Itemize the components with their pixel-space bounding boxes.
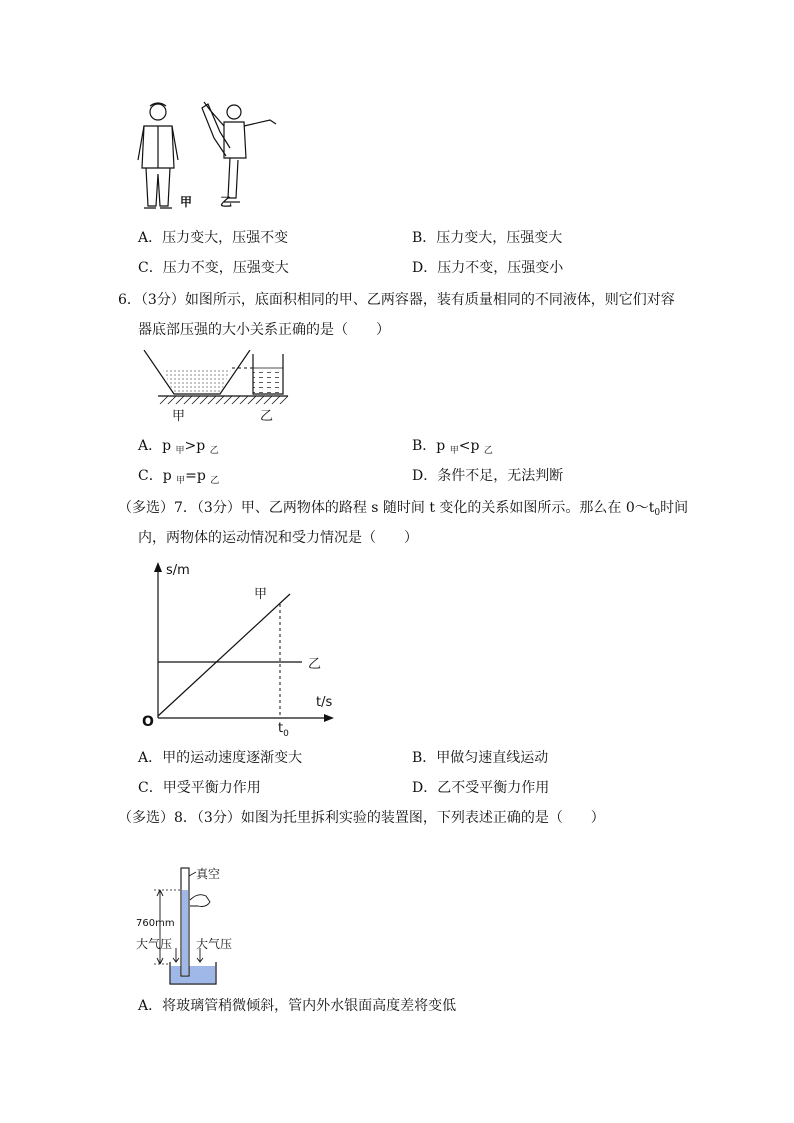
line-yi-label: 乙	[308, 657, 322, 672]
person-kicking-figure	[202, 102, 276, 202]
q5-option-c: C．压力不变，压强变大	[138, 260, 289, 276]
q6-containers-figure	[138, 350, 298, 426]
q7-option-b: B．甲做匀速直线运动	[412, 750, 549, 766]
tube-mercury	[182, 890, 188, 975]
atm-right-label: 大气压	[196, 937, 233, 951]
q7-option-d: D．乙不受平衡力作用	[412, 780, 550, 796]
person-standing-figure	[138, 103, 178, 208]
q5-option-d: D．压力不变，压强变小	[412, 260, 564, 276]
q5-option-a: A．压力变大，压强不变	[138, 230, 289, 246]
origin-label: O	[142, 714, 154, 730]
q6-option-b: B．p $_甲$<p $_乙$	[412, 438, 493, 456]
q6-label-jia: 甲	[172, 409, 186, 424]
x-axis-arrow-icon	[324, 714, 334, 722]
q7-graph	[136, 558, 346, 740]
q8-option-a: A．将玻璃管稍微倾斜，管内外水银面高度差将变低	[138, 998, 457, 1014]
q8-torricelli-figure	[136, 862, 256, 990]
q7-stem-line1: （多选）7．（3分）甲、乙两物体的路程 s 随时间 t 变化的关系如图所示。那么在 $0\sim t_0$时间	[118, 500, 689, 518]
q8-stem-line1: （多选）8．（3分）如图为托里拆利实验的装置图，下列表述正确的是（ ）	[118, 810, 605, 826]
q6-option-c: C．p $_甲$=p $_乙$	[138, 468, 220, 486]
q5-option-b: B．压力变大，压强变大	[412, 230, 563, 246]
q6-stem-line1: 6．（3分）如图所示，底面积相同的甲、乙两容器，装有质量相同的不同液体，则它们对容	[118, 292, 675, 308]
q6-stem-line2: 器底部压强的大小关系正确的是（ ）	[138, 322, 390, 338]
q5-figure	[130, 98, 280, 218]
container-jia-liquid	[162, 368, 232, 394]
y-axis-label: s/m	[166, 563, 190, 578]
q5-label-yi: 乙	[220, 195, 233, 209]
q6-option-a: A．p $_甲$>p $_乙$	[138, 438, 219, 456]
height-label: 760mm	[136, 918, 175, 929]
container-yi-liquid	[253, 368, 283, 394]
y-axis-arrow-icon	[154, 562, 162, 572]
q6-label-yi: 乙	[260, 409, 274, 424]
t0-label: $t_0$	[278, 721, 289, 739]
line-jia-label: 甲	[254, 587, 268, 602]
atm-arrow-left-icon	[173, 948, 179, 962]
q7-stem-line2: 内，两物体的运动情况和受力情况是（ ）	[138, 530, 418, 546]
vacuum-label: 真空	[196, 867, 221, 881]
q7-option-c: C．甲受平衡力作用	[138, 780, 261, 796]
q5-label-jia: 甲	[180, 195, 193, 209]
atm-left-label: 大气压	[136, 937, 173, 951]
q7-option-a: A．甲的运动速度逐渐变大	[138, 750, 303, 766]
q6-option-d: D．条件不足，无法判断	[412, 468, 564, 484]
hand-icon	[190, 895, 210, 907]
line-jia	[158, 594, 290, 716]
x-axis-label: t/s	[316, 695, 333, 710]
dish-mercury	[171, 966, 216, 983]
